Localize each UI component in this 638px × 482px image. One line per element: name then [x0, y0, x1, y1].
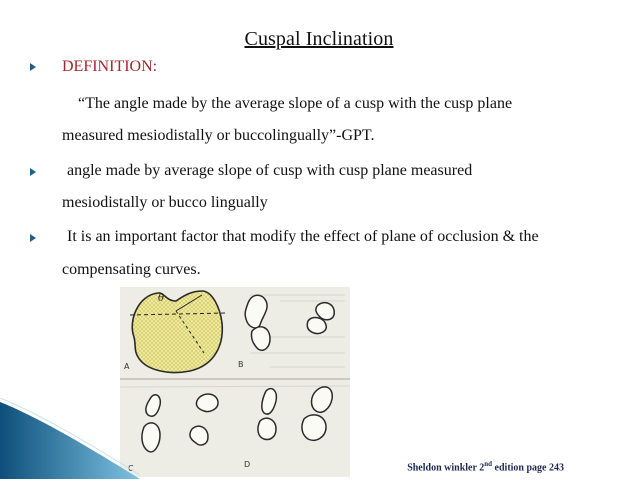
figure-label-d: D: [244, 460, 251, 469]
figure-label-b: B: [238, 360, 244, 369]
tooth-d-upper: [262, 389, 277, 414]
tooth-d-lower: [258, 418, 276, 439]
tooth-c-right-upper: [196, 394, 218, 411]
tooth-b-lower: [251, 327, 270, 350]
definition-line-2: measured mesiodistally or buccolingually”-GPT.: [62, 127, 375, 144]
figure-angle-symbol: θ: [158, 293, 165, 304]
tooth-b-right-lower: [307, 318, 326, 334]
definition-label: DEFINITION:: [62, 58, 158, 75]
tooth-a-shape: [132, 291, 222, 372]
citation-sup: nd: [484, 460, 493, 468]
tooth-b-upper: [245, 295, 267, 328]
definition-line-1: “The angle made by the average slope of a cusp with the cusp plane: [78, 95, 513, 112]
figure-label-a: A: [124, 362, 130, 371]
tooth-c-right-lower: [190, 426, 208, 445]
tooth-c-lower: [142, 423, 160, 452]
decorative-swoosh: [0, 398, 140, 479]
bullet-3-line-1: It is an important factor that modify the effect of plane of occlusion & the: [67, 228, 539, 245]
bullet-arrow-icon: [30, 234, 36, 242]
slide-title: Cuspal Inclination: [244, 28, 394, 50]
cusp-diagram-svg: [120, 287, 350, 477]
citation-rest: edition page 243: [492, 462, 564, 474]
cusp-diagram-figure: [120, 287, 350, 477]
bullet-2-line-2: mesiodistally or bucco lingually: [62, 194, 268, 211]
tooth-d-right-lower: [302, 415, 326, 440]
bullet-arrow-icon: [30, 63, 36, 71]
bullet-3-line-2: compensating curves.: [62, 261, 201, 278]
bullet-2-line-1: angle made by average slope of cusp with cusp plane measured: [67, 162, 473, 179]
citation-author: Sheldon winkler 2: [407, 462, 485, 474]
tooth-c-upper: [146, 395, 160, 417]
tooth-d-right-upper: [312, 387, 333, 412]
bullet-arrow-icon: [30, 168, 36, 176]
figure-label-c: C: [128, 464, 134, 473]
citation: [407, 460, 564, 473]
